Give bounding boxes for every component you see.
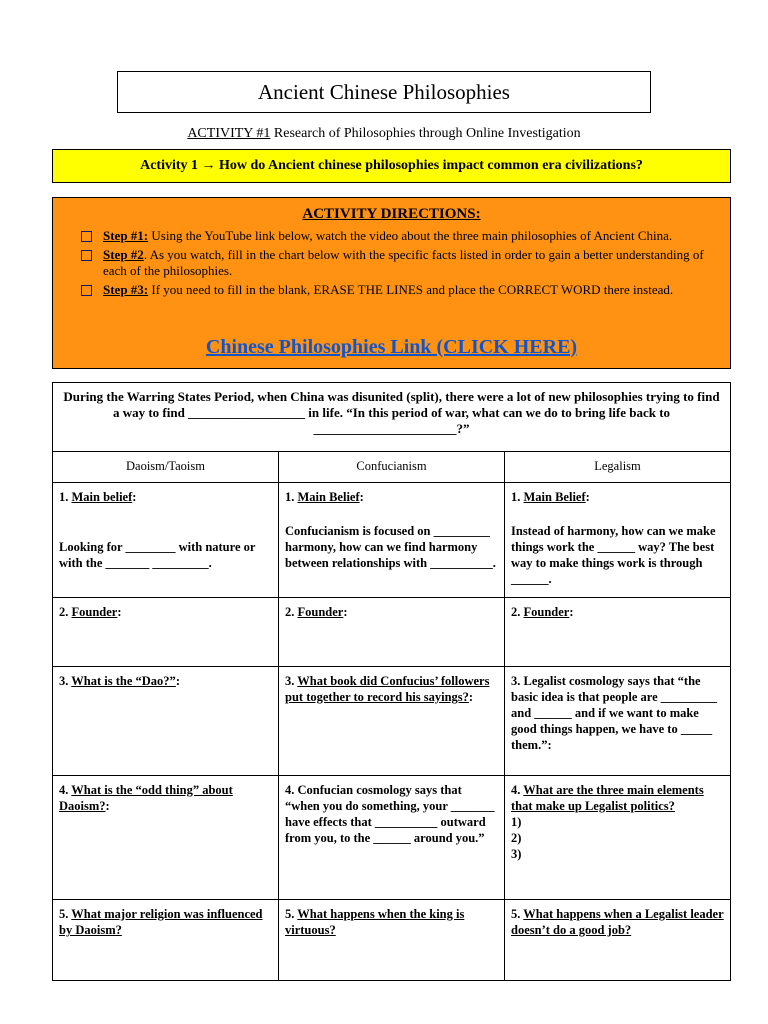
question-suffix: : bbox=[117, 605, 122, 619]
philosophies-chart bbox=[52, 382, 731, 981]
activity-description: Research of Philosophies through Online Investigation bbox=[270, 126, 581, 141]
question-label: Founder bbox=[297, 605, 344, 619]
chart-cell[interactable] bbox=[279, 483, 505, 598]
directions-steps bbox=[79, 228, 709, 301]
cell-body: 4. Confucian cosmology says that “when you do something, your _______ have effects that __________ outward from you, to the ______ around you.” bbox=[285, 783, 495, 845]
question-line bbox=[285, 673, 498, 705]
chart-cell[interactable] bbox=[505, 667, 731, 776]
question-label: What are the three main elements that make up Legalist politics? bbox=[511, 783, 704, 813]
cell-body: Instead of harmony, how can we make things work the ______ way? The best way to make things work is through ______. bbox=[511, 524, 716, 586]
intro-row bbox=[53, 383, 731, 452]
question-number: 3. bbox=[59, 674, 72, 688]
table-row bbox=[53, 483, 731, 598]
question-line bbox=[511, 782, 724, 814]
chart-cell[interactable] bbox=[53, 776, 279, 900]
question-line bbox=[59, 782, 272, 814]
activity-subtitle bbox=[0, 126, 768, 142]
guiding-question-text: Activity 1 → How do Ancient chinese philosophies impact common era civilizations? bbox=[140, 158, 643, 173]
question-suffix: : bbox=[468, 690, 474, 704]
question-number: 2. bbox=[285, 605, 298, 619]
question-number: 3. bbox=[285, 674, 298, 688]
question-line bbox=[59, 604, 272, 620]
video-link[interactable]: Chinese Philosophies Link (CLICK HERE) bbox=[205, 336, 578, 358]
question-line bbox=[59, 673, 272, 689]
chart-cell[interactable] bbox=[53, 598, 279, 667]
table-row bbox=[53, 598, 731, 667]
question-number: 1. bbox=[59, 490, 72, 504]
guiding-question bbox=[52, 149, 731, 183]
step-item bbox=[79, 228, 709, 244]
step-text: . As you watch, fill in the chart below with the specific facts listed in order to gain a better understanding of each of the philosophies. bbox=[103, 247, 704, 278]
question-number: 1. bbox=[511, 490, 524, 504]
chart-cell[interactable] bbox=[279, 900, 505, 981]
chart-cell[interactable] bbox=[279, 598, 505, 667]
cell-body: Confucianism is focused on _________ harmony, how can we find harmony between relationships with __________. bbox=[285, 524, 496, 570]
chart-cell[interactable] bbox=[505, 483, 731, 598]
step-item bbox=[79, 247, 709, 279]
step-label: Step #2 bbox=[103, 247, 144, 262]
column-header: Legalism bbox=[505, 452, 731, 483]
table-row bbox=[53, 667, 731, 776]
chart-cell[interactable] bbox=[279, 776, 505, 900]
step-label: Step #3: bbox=[103, 282, 149, 297]
question-number: 1. bbox=[285, 490, 298, 504]
question-label: What is the “Dao?” bbox=[71, 674, 176, 688]
question-label: What is the “odd thing” about Daoism? bbox=[59, 783, 233, 813]
question-label: Founder bbox=[523, 605, 570, 619]
chart-cell[interactable] bbox=[53, 667, 279, 776]
table-row bbox=[53, 900, 731, 981]
title-text: Ancient Chinese Philosophies bbox=[258, 79, 510, 104]
question-suffix: : bbox=[175, 674, 180, 688]
question-label: Founder bbox=[71, 605, 118, 619]
question-number: 2. bbox=[511, 605, 524, 619]
question-suffix: : bbox=[105, 799, 110, 813]
question-line bbox=[59, 489, 272, 505]
chart-cell[interactable] bbox=[505, 776, 731, 900]
question-line bbox=[285, 604, 498, 620]
question-label: Main belief bbox=[71, 490, 133, 504]
chart-cell[interactable] bbox=[505, 900, 731, 981]
question-label: What major religion was influenced by Daoism? bbox=[59, 907, 263, 937]
question-number: 5. bbox=[285, 907, 298, 921]
question-suffix: : bbox=[359, 490, 364, 504]
page-title bbox=[117, 71, 651, 113]
question-suffix: : bbox=[569, 605, 574, 619]
intro-cell: During the Warring States Period, when China was disunited (split), there were a lot of new philosophies trying to find a way to find __________________ in life. “In this period of war, what can we do to bring life back to ______________________?” bbox=[53, 383, 731, 452]
question-number: 4. bbox=[59, 783, 72, 797]
question-line bbox=[285, 489, 498, 505]
activity-number: ACTIVITY #1 bbox=[187, 126, 271, 141]
question-label: Main Belief bbox=[523, 490, 586, 504]
step-label: Step #1: bbox=[103, 228, 149, 243]
cell-body: 1) 2) 3) bbox=[511, 815, 522, 861]
question-line bbox=[285, 906, 498, 938]
header-row bbox=[53, 452, 731, 483]
column-header: Confucianism bbox=[279, 452, 505, 483]
question-line bbox=[511, 604, 724, 620]
activity-directions-panel bbox=[52, 197, 731, 369]
checkbox-icon[interactable] bbox=[81, 231, 92, 242]
step-text: If you need to fill in the blank, ERASE THE LINES and place the CORRECT WORD there instead. bbox=[148, 282, 674, 297]
chart-cell[interactable] bbox=[53, 483, 279, 598]
chart-body bbox=[53, 483, 731, 981]
question-label: What happens when a Legalist leader doesn’t do a good job? bbox=[511, 907, 724, 937]
cell-body: 3. Legalist cosmology says that “the basic idea is that people are _________ and ______ and if we want to make good things happen, we have to _____ them.”: bbox=[511, 674, 718, 752]
chart-cell[interactable] bbox=[505, 598, 731, 667]
question-label: Main Belief bbox=[297, 490, 360, 504]
directions-heading: ACTIVITY DIRECTIONS: bbox=[302, 206, 481, 222]
chart-cell[interactable] bbox=[53, 900, 279, 981]
question-line bbox=[511, 489, 724, 505]
question-line bbox=[511, 906, 724, 938]
table-row bbox=[53, 776, 731, 900]
question-suffix: : bbox=[132, 490, 137, 504]
question-number: 5. bbox=[511, 907, 524, 921]
checkbox-icon[interactable] bbox=[81, 250, 92, 261]
question-label: What book did Confucius’ followers put together to record his sayings? bbox=[285, 674, 490, 704]
chart-cell[interactable] bbox=[279, 667, 505, 776]
question-line bbox=[59, 906, 272, 938]
question-number: 4. bbox=[511, 783, 524, 797]
checkbox-icon[interactable] bbox=[81, 285, 92, 296]
question-label: What happens when the king is virtuous? bbox=[285, 907, 465, 937]
question-suffix: : bbox=[343, 605, 348, 619]
cell-body: Looking for ________ with nature or with the _______ _________. bbox=[59, 540, 256, 570]
step-item bbox=[79, 282, 709, 298]
question-suffix: : bbox=[585, 490, 590, 504]
question-number: 5. bbox=[59, 907, 72, 921]
step-text: Using the YouTube link below, watch the video about the three main philosophies of Ancient China. bbox=[148, 228, 673, 243]
column-header: Daoism/Taoism bbox=[53, 452, 279, 483]
question-number: 2. bbox=[59, 605, 72, 619]
